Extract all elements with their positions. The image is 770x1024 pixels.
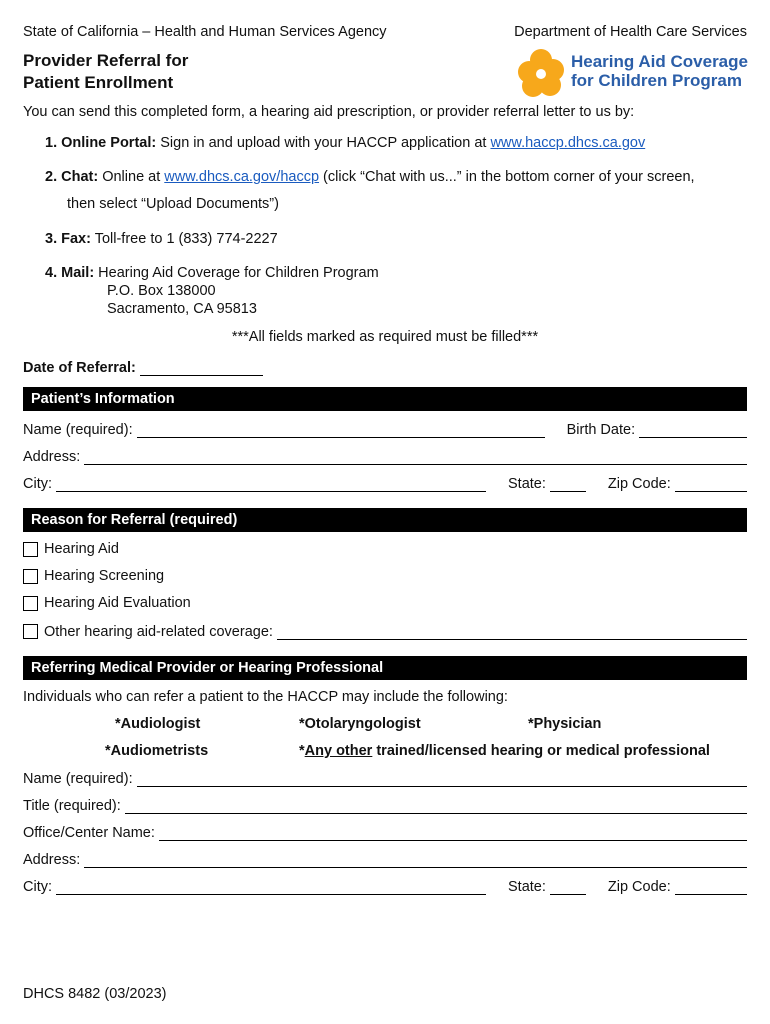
provider-address-row [23, 848, 747, 868]
department-name: Department of Health Care Services [514, 24, 747, 40]
patient-name-label: Name (required): [23, 422, 133, 438]
method-text: Toll-free to 1 (833) 774-2227 [90, 231, 278, 247]
provider-type-audiologist: *Audiologist [115, 716, 201, 732]
form-title-line1: Provider Referral for [23, 51, 189, 70]
birth-date-input[interactable] [639, 423, 747, 438]
provider-state-input[interactable] [550, 880, 586, 895]
method-text: (click “Chat with us...” in the bottom corner of your screen, [319, 169, 695, 185]
patient-address-input[interactable] [84, 450, 747, 465]
provider-city-row [23, 875, 747, 895]
provider-zip-input[interactable] [675, 880, 747, 895]
provider-type-physician: *Physician [528, 716, 602, 732]
method-fax [45, 231, 278, 247]
provider-title-label: Title (required): [23, 798, 121, 814]
patient-zip-label: Zip Code: [607, 476, 671, 492]
method-text: Online at [98, 169, 165, 185]
provider-state-label: State: [508, 879, 546, 895]
logo-line2: for Children Program [571, 71, 742, 90]
method-chat-continued: then select “Upload Documents”) [67, 196, 279, 212]
provider-name-row [23, 767, 747, 787]
reason-option-label: Other hearing aid-related coverage: [44, 624, 273, 640]
patient-address-row [23, 445, 747, 465]
method-number: 3. [45, 231, 58, 247]
hearing-aid-checkbox[interactable] [23, 542, 38, 557]
method-label: Fax: [61, 231, 91, 247]
method-label: Mail: [61, 265, 95, 281]
any-other-emphasis: Any other [304, 743, 373, 759]
patient-city-label: City: [23, 476, 52, 492]
patient-city-row [23, 472, 747, 492]
method-label: Chat: [61, 169, 99, 185]
provider-office-label: Office/Center Name: [23, 825, 155, 841]
method-mail [45, 265, 379, 281]
provider-title-row [23, 794, 747, 814]
patient-name-row [23, 418, 747, 438]
reason-section-title: Reason for Referral (required) [31, 512, 238, 528]
intro-text: You can send this completed form, a hearing aid prescription, or provider referral letter to us by: [23, 104, 635, 120]
provider-type-other-text: trained/licensed hearing or medical professional [372, 743, 710, 759]
agency-name: State of California – Health and Human Services Agency [23, 24, 387, 40]
reason-option-label: Hearing Aid [44, 541, 119, 557]
date-of-referral-line[interactable] [140, 361, 263, 376]
required-note: ***All fields marked as required must be filled*** [231, 329, 539, 345]
chat-link[interactable]: www.dhcs.ca.gov/haccp [164, 169, 320, 185]
asterisk: * [299, 743, 305, 759]
method-number: 4. [45, 265, 58, 281]
reason-section-header [23, 508, 747, 532]
mail-pobox: P.O. Box 138000 [107, 283, 216, 299]
provider-address-label: Address: [23, 852, 81, 868]
hearing-screening-checkbox[interactable] [23, 569, 38, 584]
method-text: Sign in and upload with your HACCP application at [156, 135, 491, 151]
patient-address-label: Address: [23, 449, 81, 465]
form-title [23, 50, 188, 94]
provider-office-input[interactable] [159, 826, 747, 841]
patient-section-header [23, 387, 747, 411]
reason-hearing-screening[interactable] [23, 566, 164, 586]
provider-name-input[interactable] [137, 772, 747, 787]
mail-city: Sacramento, CA 95813 [107, 301, 257, 317]
method-online-portal [45, 135, 645, 151]
provider-office-row [23, 821, 747, 841]
method-label: Online Portal: [61, 135, 157, 151]
patient-name-input[interactable] [137, 423, 545, 438]
date-of-referral-label: Date of Referral: [23, 360, 136, 376]
method-number: 2. [45, 169, 58, 185]
provider-section-title: Referring Medical Provider or Hearing Professional [31, 660, 384, 676]
reason-hearing-aid-evaluation[interactable] [23, 593, 191, 613]
reason-hearing-aid[interactable] [23, 539, 119, 559]
poppy-flower-icon [517, 48, 565, 100]
provider-zip-label: Zip Code: [607, 879, 671, 895]
date-of-referral-field[interactable] [23, 356, 263, 376]
provider-city-label: City: [23, 879, 52, 895]
provider-type-other [299, 743, 710, 759]
haccp-logo [517, 48, 752, 100]
method-text: Hearing Aid Coverage for Children Program [94, 265, 379, 281]
patient-zip-input[interactable] [675, 477, 747, 492]
provider-city-input[interactable] [56, 880, 486, 895]
reason-option-label: Hearing Aid Evaluation [44, 595, 191, 611]
patient-state-input[interactable] [550, 477, 586, 492]
reason-option-label: Hearing Screening [44, 568, 165, 584]
method-number: 1. [45, 135, 58, 151]
provider-section-header [23, 656, 747, 680]
patient-section-title: Patient’s Information [31, 391, 175, 407]
portal-link[interactable]: www.haccp.dhcs.ca.gov [490, 135, 646, 151]
birth-date-label: Birth Date: [566, 422, 636, 438]
provider-address-input[interactable] [84, 853, 747, 868]
other-coverage-input[interactable] [277, 625, 747, 640]
reason-other-row [23, 620, 747, 640]
provider-type-audiometrists: *Audiometrists [105, 743, 209, 759]
hearing-aid-evaluation-checkbox[interactable] [23, 596, 38, 611]
provider-type-otolaryngologist: *Otolaryngologist [299, 716, 421, 732]
patient-city-input[interactable] [56, 477, 486, 492]
provider-name-label: Name (required): [23, 771, 133, 787]
form-title-line2: Patient Enrollment [23, 73, 174, 92]
provider-intro: Individuals who can refer a patient to the HACCP may include the following: [23, 689, 508, 705]
patient-state-label: State: [508, 476, 546, 492]
provider-title-input[interactable] [125, 799, 747, 814]
other-coverage-checkbox[interactable] [23, 624, 38, 639]
logo-line1: Hearing Aid Coverage [571, 52, 748, 71]
method-chat [45, 169, 695, 185]
form-number: DHCS 8482 (03/2023) [23, 986, 167, 1002]
